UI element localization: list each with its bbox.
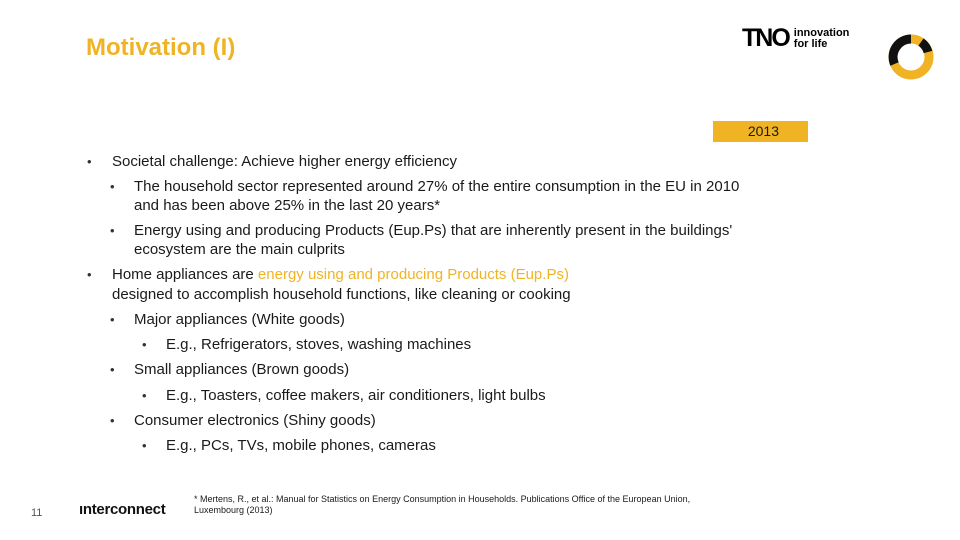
bullet-dot: •	[142, 438, 147, 453]
interconnect-logo: ınterconnect	[79, 501, 166, 518]
tno-logo-mark: TNO	[742, 24, 789, 52]
bullet-dot: •	[142, 388, 147, 403]
bullet-dot: •	[110, 312, 115, 327]
slide-title: Motivation (I)	[86, 34, 236, 61]
bullet-eups-line1: Energy using and producing Products (Eup.Ps) that are inherently present in the buildings'	[134, 222, 733, 239]
bullet-dot: •	[142, 337, 147, 352]
bullet-small-appliances: Small appliances (Brown goods)	[134, 361, 350, 378]
bullet-dot: •	[87, 154, 92, 169]
bullet-dot: •	[110, 179, 115, 194]
year-badge: 2013	[713, 121, 808, 142]
bullet-societal-challenge: Societal challenge: Achieve higher energy efficiency	[112, 153, 457, 170]
bullet-major-appliances: Major appliances (White goods)	[134, 311, 345, 328]
bullet-eups-line2: ecosystem are the main culprits	[134, 241, 345, 258]
bullet-household-sector-line2: and has been above 25% in the last 20 years*	[134, 197, 441, 214]
bullet-dot: •	[110, 413, 115, 428]
footnote: * Mertens, R., et al.: Manual for Statistics on Energy Consumption in Households. Publications Office of the European Union, Luxembourg (2013)	[194, 494, 691, 515]
bullet-dot: •	[87, 267, 92, 282]
bullet-home-appliances-line1: Home appliances are energy using and producing Products (Eup.Ps)	[112, 266, 569, 283]
bullet-consumer-electronics-examples: E.g., PCs, TVs, mobile phones, cameras	[166, 437, 436, 454]
page-number: 11	[31, 507, 43, 519]
tno-logo-tagline: innovation for life	[793, 26, 850, 50]
bullet-home-appliances-line2: designed to accomplish household functions, like cleaning or cooking	[112, 286, 571, 303]
bullet-small-appliances-examples: E.g., Toasters, coffee makers, air conditioners, light bulbs	[166, 387, 546, 404]
bullet-major-appliances-examples: E.g., Refrigerators, stoves, washing machines	[166, 336, 472, 353]
bullet-household-sector-line1: The household sector represented around 27% of the entire consumption in the EU in 2010	[134, 178, 740, 195]
bullet-consumer-electronics: Consumer electronics (Shiny goods)	[134, 412, 376, 429]
bullet-dot: •	[110, 223, 115, 238]
bullet-dot: •	[110, 362, 115, 377]
highlighted-term: energy using and producing Products (Eup.Ps)	[257, 266, 569, 283]
